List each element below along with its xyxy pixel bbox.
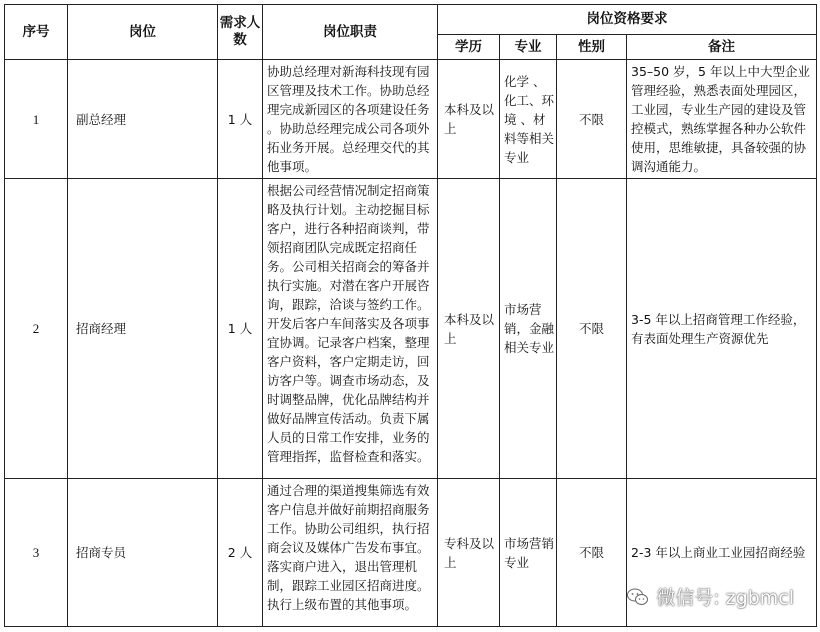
row-post: 招商经理 xyxy=(68,179,218,479)
row-gender: 不限 xyxy=(557,60,627,179)
row-major: 市场营销专业 xyxy=(500,479,557,627)
header-qualifications: 岗位资格要求 xyxy=(438,5,817,35)
row-count: 1 人 xyxy=(218,60,263,179)
row-education: 专科及以上 xyxy=(438,479,500,627)
wechat-icon xyxy=(626,585,650,609)
row-count: 2 人 xyxy=(218,479,263,627)
row-major: 市场营销，金融相关专业 xyxy=(500,179,557,479)
header-note: 备注 xyxy=(627,35,817,60)
row-seq: 3 xyxy=(5,479,68,627)
row-gender: 不限 xyxy=(557,479,627,627)
row-education: 本科及以上 xyxy=(438,60,500,179)
row-gender: 不限 xyxy=(557,179,627,479)
row-note: 35–50 岁，5 年以上中大型企业管理经验，熟悉表面处理园区，工业园，专业生产园的建设及管控模式，熟练掌握各种办公软件使用，思维敏捷，具备较强的协调沟通能力。 xyxy=(627,60,817,179)
row-seq: 2 xyxy=(5,179,68,479)
table-row xyxy=(5,60,817,179)
row-duty: 根据公司经营情况制定招商策略及执行计划。主动挖掘目标客户，进行各种招商谈判，带领招商团队完成既定招商任务。公司相关招商会的筹备并执行实施。对潜在客户开展咨询，跟踪，洽谈与签约工作。开发后客户车间落实及各项事宜协调。记录客户档案，整理客户资料，客户定期走访，回访客户等。调查市场动态，及时调整品牌，优化品牌结构并做好品牌宣传活动。负责下属人员的日常工作安排，业务的管理指挥，监督检查和落实。 xyxy=(263,179,438,479)
header-education: 学历 xyxy=(438,35,500,60)
row-major: 化学 、化工、环境 、材料等相关专业 xyxy=(500,60,557,179)
table-row xyxy=(5,179,817,479)
row-duty: 协助总经理对新海科技现有园区管理及技术工作。协助总经理完成新园区的各项建设任务 。协助总经理完成公司各项外拓业务开展。总经理交代的其他事项。 xyxy=(263,60,438,179)
row-duty: 通过合理的渠道搜集筛选有效客户信息并做好前期招商服务工作。协助公司组织，执行招商会议及媒体广告发布事宜。落实商户进入，退出管理机制，跟踪工业园区招商进度。执行上级布置的其他事项。 xyxy=(263,479,438,627)
row-education: 本科及以上 xyxy=(438,179,500,479)
header-count: 需求人数 xyxy=(218,5,263,60)
row-seq: 1 xyxy=(5,60,68,179)
header-major: 专业 xyxy=(500,35,557,60)
row-note: 2-3 年以上商业工业园招商经验 xyxy=(627,479,817,627)
wechat-watermark xyxy=(626,583,794,610)
header-duty: 岗位职责 xyxy=(263,5,438,60)
header-post: 岗位 xyxy=(68,5,218,60)
row-note: 3-5 年以上招商管理工作经验，有表面处理生产资源优先 xyxy=(627,179,817,479)
header-seq: 序号 xyxy=(5,5,68,60)
row-count: 1 人 xyxy=(218,179,263,479)
row-post: 招商专员 xyxy=(68,479,218,627)
header-gender: 性别 xyxy=(557,35,627,60)
watermark-text: 微信号: zgbmcl xyxy=(656,587,794,609)
row-post: 副总经理 xyxy=(68,60,218,179)
job-requirements-table xyxy=(4,4,817,627)
